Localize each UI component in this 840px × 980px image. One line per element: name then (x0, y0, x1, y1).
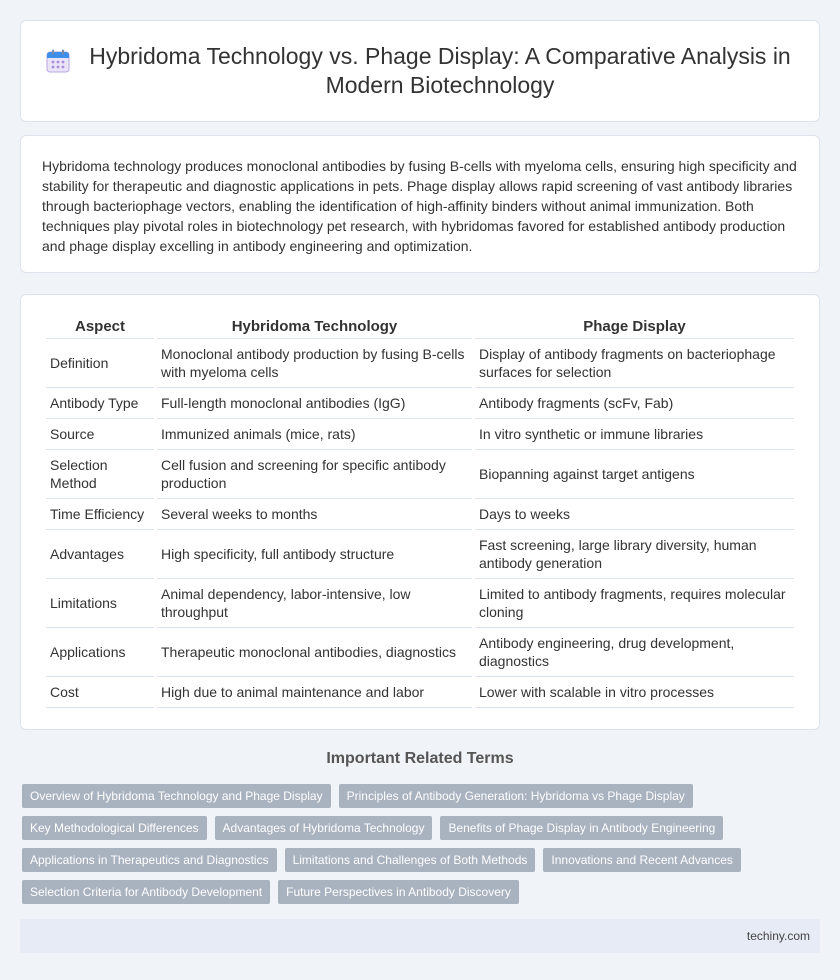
table-row (46, 419, 794, 450)
title-card (20, 20, 820, 122)
table-row (46, 530, 794, 579)
cell-aspect: Time Efficiency (46, 499, 154, 530)
related-term-tag[interactable]: Principles of Antibody Generation: Hybridoma vs Phage Display (339, 784, 693, 808)
cell-hybridoma: High due to animal maintenance and labor (157, 677, 472, 708)
cell-aspect: Advantages (46, 530, 154, 579)
related-term-tag[interactable]: Selection Criteria for Antibody Development (22, 880, 270, 904)
cell-hybridoma: Several weeks to months (157, 499, 472, 530)
related-term-tag[interactable]: Future Perspectives in Antibody Discovery (278, 880, 519, 904)
cell-hybridoma: Animal dependency, labor-intensive, low throughput (157, 579, 472, 628)
cell-phage: Limited to antibody fragments, requires molecular cloning (475, 579, 794, 628)
cell-phage: In vitro synthetic or immune libraries (475, 419, 794, 450)
cell-hybridoma: Full-length monoclonal antibodies (IgG) (157, 388, 472, 419)
cell-phage: Fast screening, large library diversity, human antibody generation (475, 530, 794, 579)
cell-aspect: Selection Method (46, 450, 154, 499)
table-row (46, 499, 794, 530)
header-aspect: Aspect (46, 315, 154, 339)
cell-hybridoma: Monoclonal antibody production by fusing B-cells with myeloma cells (157, 339, 472, 388)
cell-aspect: Source (46, 419, 154, 450)
related-term-tag[interactable]: Innovations and Recent Advances (543, 848, 740, 872)
table-row (46, 339, 794, 388)
cell-hybridoma: Therapeutic monoclonal antibodies, diagnostics (157, 628, 472, 677)
table-row (46, 579, 794, 628)
cell-phage: Biopanning against target antigens (475, 450, 794, 499)
header-phage: Phage Display (475, 315, 794, 339)
comparison-table (43, 315, 797, 708)
cell-phage: Lower with scalable in vitro processes (475, 677, 794, 708)
title-wrap (45, 42, 795, 100)
related-term-tag[interactable]: Overview of Hybridoma Technology and Phage Display (22, 784, 331, 808)
related-term-tag[interactable]: Advantages of Hybridoma Technology (215, 816, 433, 840)
cell-phage: Antibody engineering, drug development, diagnostics (475, 628, 794, 677)
related-term-tag[interactable]: Key Methodological Differences (22, 816, 207, 840)
table-row (46, 677, 794, 708)
cell-hybridoma: Cell fusion and screening for specific antibody production (157, 450, 472, 499)
cell-phage: Display of antibody fragments on bacteriophage surfaces for selection (475, 339, 794, 388)
footer (20, 919, 820, 953)
cell-phage: Antibody fragments (scFv, Fab) (475, 388, 794, 419)
calendar-icon (45, 48, 71, 74)
cell-hybridoma: High specificity, full antibody structure (157, 530, 472, 579)
table-row (46, 628, 794, 677)
table-row (46, 388, 794, 419)
cell-hybridoma: Immunized animals (mice, rats) (157, 419, 472, 450)
page-title: Hybridoma Technology vs. Phage Display: A Comparative Analysis in Modern Biotechnology (89, 43, 791, 98)
cell-phage: Days to weeks (475, 499, 794, 530)
header-hybridoma: Hybridoma Technology (157, 315, 472, 339)
cell-aspect: Cost (46, 677, 154, 708)
cell-aspect: Antibody Type (46, 388, 154, 419)
related-term-tag[interactable]: Benefits of Phage Display in Antibody Engineering (440, 816, 723, 840)
cell-aspect: Applications (46, 628, 154, 677)
cell-aspect: Definition (46, 339, 154, 388)
related-terms-title: Important Related Terms (326, 750, 514, 767)
intro-card (20, 135, 820, 273)
related-term-tag[interactable]: Applications in Therapeutics and Diagnostics (22, 848, 277, 872)
table-row (46, 450, 794, 499)
intro-paragraph: Hybridoma technology produces monoclonal antibodies by fusing B-cells with myeloma cells, ensuring high specificity and stability for therapeutic and diagnostic applications in pets. Phage display allows rapid screening of vast antibody libraries through bacteriophage vectors, enabling the identification of high-affinity binders without animal immunization. Both techniques play pivotal roles in biotechnology pet research, with hybridomas favored for established antibody production and phage display excelling in antibody engineering and optimization. (42, 158, 797, 254)
related-terms-list (22, 784, 818, 904)
related-term-tag[interactable]: Limitations and Challenges of Both Methods (285, 848, 536, 872)
cell-aspect: Limitations (46, 579, 154, 628)
table-header-row (46, 315, 794, 339)
footer-site-link[interactable]: techiny.com (746, 929, 810, 943)
comparison-table-card (20, 294, 820, 730)
